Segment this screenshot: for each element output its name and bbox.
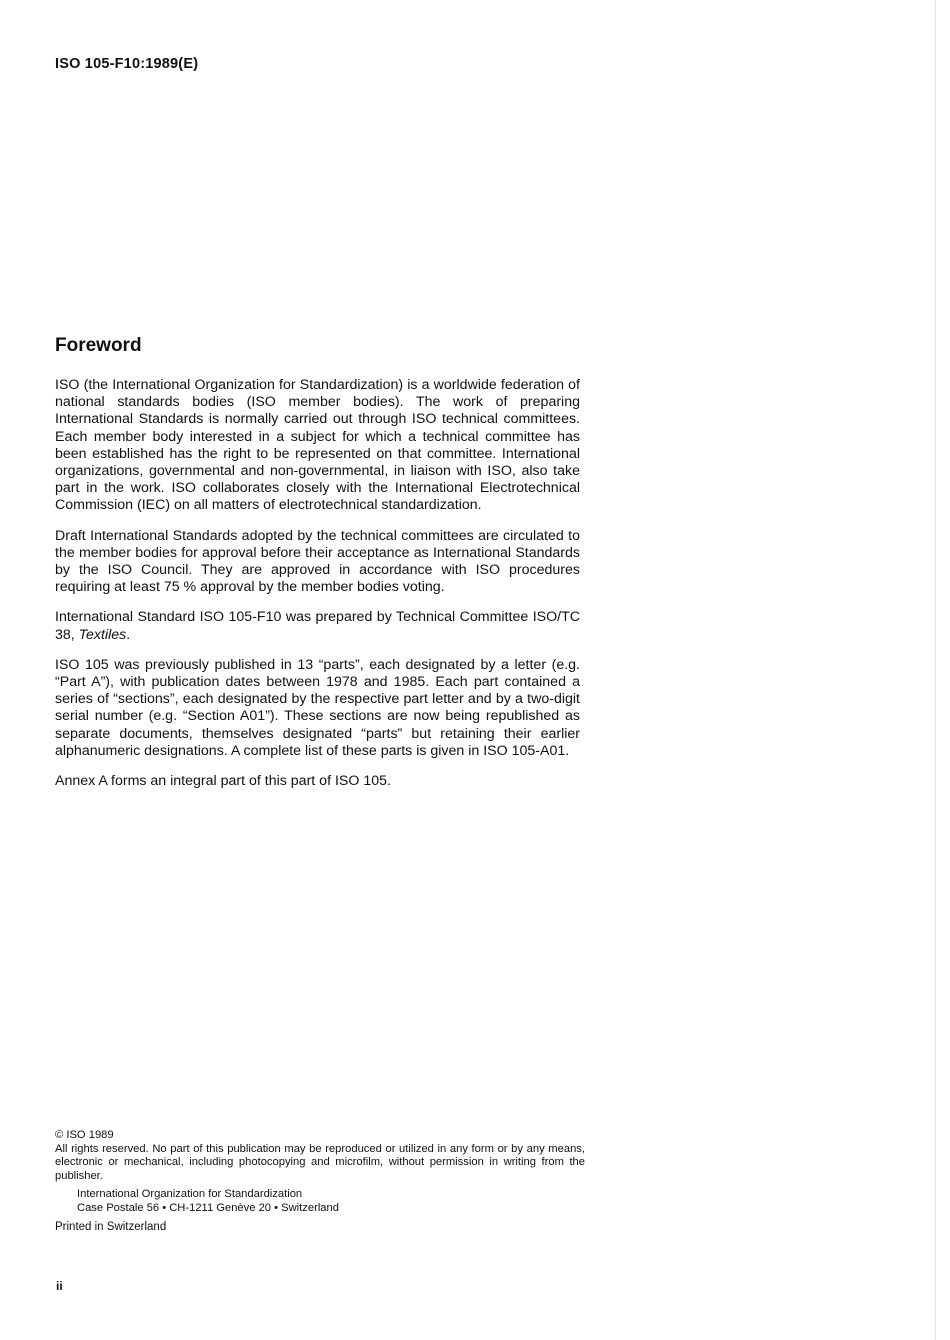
printed-in: Printed in Switzerland (55, 1220, 167, 1233)
organization-address: Case Postale 56 • CH-1211 Genève 20 • Switzerland (77, 1201, 339, 1214)
foreword-paragraph-5: Annex A forms an integral part of this part of ISO 105. (55, 773, 391, 790)
organization-name: International Organization for Standardization (77, 1188, 303, 1201)
copyright-line: © ISO 1989 (55, 1129, 114, 1141)
committee-name: Textiles (78, 626, 127, 643)
document-identifier: ISO 105-F10:1989(E) (55, 56, 199, 72)
paragraph-3-text: International Standard ISO 105-F10 was prepared by Technical Committee ISO/TC 38, (55, 609, 580, 643)
rights-statement: All rights reserved. No part of this publication may be reproduced or utilized in any form or by any means, electronic or mechanical, including photocopying and microfilm, without permission in writing from the publisher. (55, 1142, 585, 1182)
foreword-paragraph-3 (55, 609, 580, 643)
foreword-body (55, 377, 580, 803)
copyright-block (55, 1129, 585, 1234)
organization-block (77, 1188, 585, 1215)
page-edge-line (935, 0, 936, 1340)
page-number: ii (56, 1279, 63, 1293)
foreword-paragraph-1: ISO (the International Organization for Standardization) is a worldwide federation of national standards bodies (ISO member bodies). The work of preparing International Standards is normally carried out through ISO technical committees. Each member body interested in a subject for which a technical committee has been established has the right to be represented on that committee. International organizations, governmental and non-governmental, in liaison with ISO, also take part in the work. ISO collaborates closely with the International Electrotechnical Commission (IEC) on all matters of electrotechnical standardization. (55, 377, 580, 514)
foreword-paragraph-4: ISO 105 was previously published in 13 “parts”, each designated by a letter (e.g. “Part A”), with publication dates between 1978 and 1985. Each part contained a series of “sections”, each designated by the respective part letter and by a two-digit serial number (e.g. “Section A01”). These sections are now being republished as separate documents, themselves designated “parts” but retaining their earlier alphanumeric designations. A complete list of these parts is given in ISO 105-A01. (55, 656, 580, 759)
foreword-heading: Foreword (55, 335, 142, 356)
foreword-paragraph-2: Draft International Standards adopted by the technical committees are circulated to the member bodies for approval before their acceptance as International Standards by the ISO Council. They are approved in accordance with ISO procedures requiring at least 75 % approval by the member bodies voting. (55, 527, 580, 596)
paragraph-3-end: . (126, 626, 131, 643)
